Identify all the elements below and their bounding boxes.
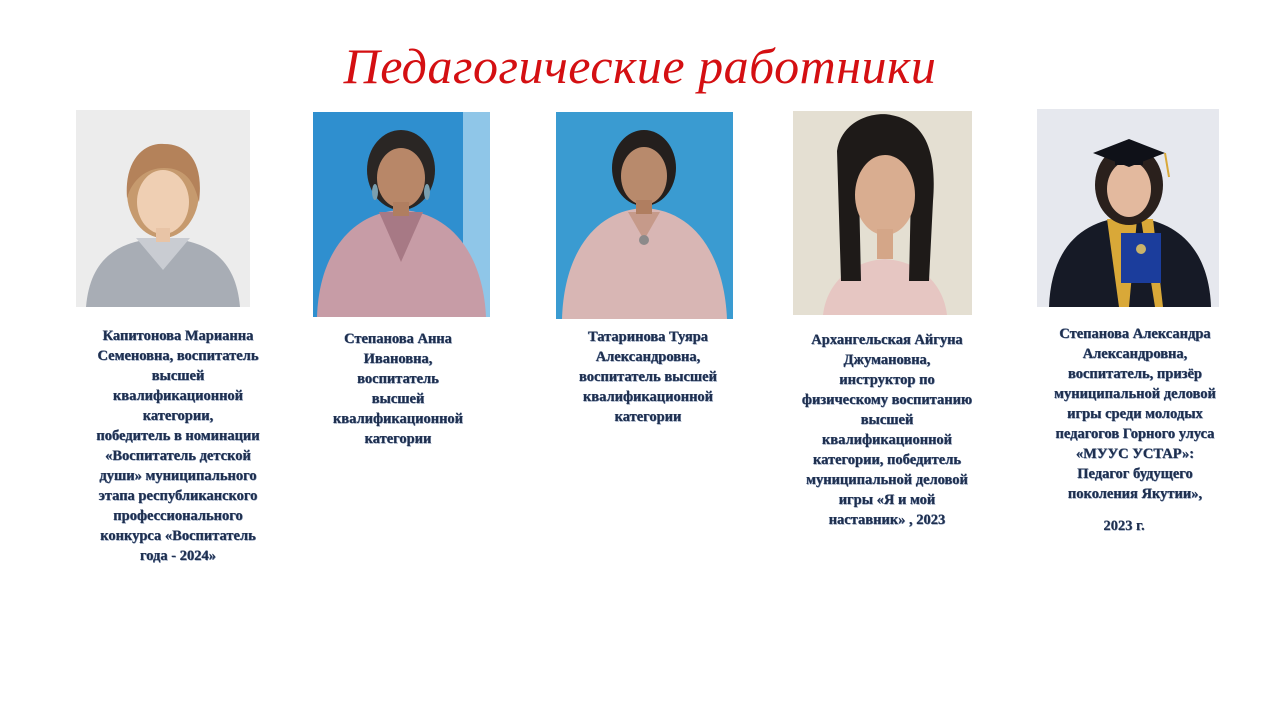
portrait-photo-icon [556,112,733,319]
teacher-photo-2 [313,112,490,317]
teacher-caption-1: Капитонова Марианна Семеновна, воспитатель высшей квалификационной категории, победитель в номинации «Воспитатель детской души» муниципального этапа республиканского профессионального конкурса «Воспитатель года - 2024» [96,328,260,564]
teacher-caption-4: Архангельская Айгуна Джумановна, инструктор по физическому воспитанию высшей квалификационной категории, победитель муниципальной деловой игры «Я и мой наставник» , 2023 [801,332,973,528]
teacher-caption-3: Татаринова Туяра Александровна, воспитатель высшей квалификационной категории [579,329,717,425]
teacher-caption-5: Степанова Александра Александровна, воспитатель, призёр муниципальной деловой игры среди молодых педагогов Горного улуса «МУУС УСТАР»: Педагог будущего поколения Якутии», [1054,326,1216,502]
teacher-photo-1 [76,110,250,307]
teacher-photo-5 [1037,109,1219,307]
teacher-5-year: 2023 г. [1103,518,1145,534]
portrait-photo-icon [793,111,972,315]
teacher-photo-3 [556,112,733,319]
slide-title: Педагогические работники [343,38,937,94]
graduate-portrait-photo-icon [1037,109,1219,307]
teacher-photo-4 [793,111,972,315]
portrait-photo-icon [76,110,250,307]
portrait-photo-icon [313,112,490,317]
teacher-caption-2: Степанова Анна Ивановна, воспитатель высшей квалификационной категории [332,331,464,447]
